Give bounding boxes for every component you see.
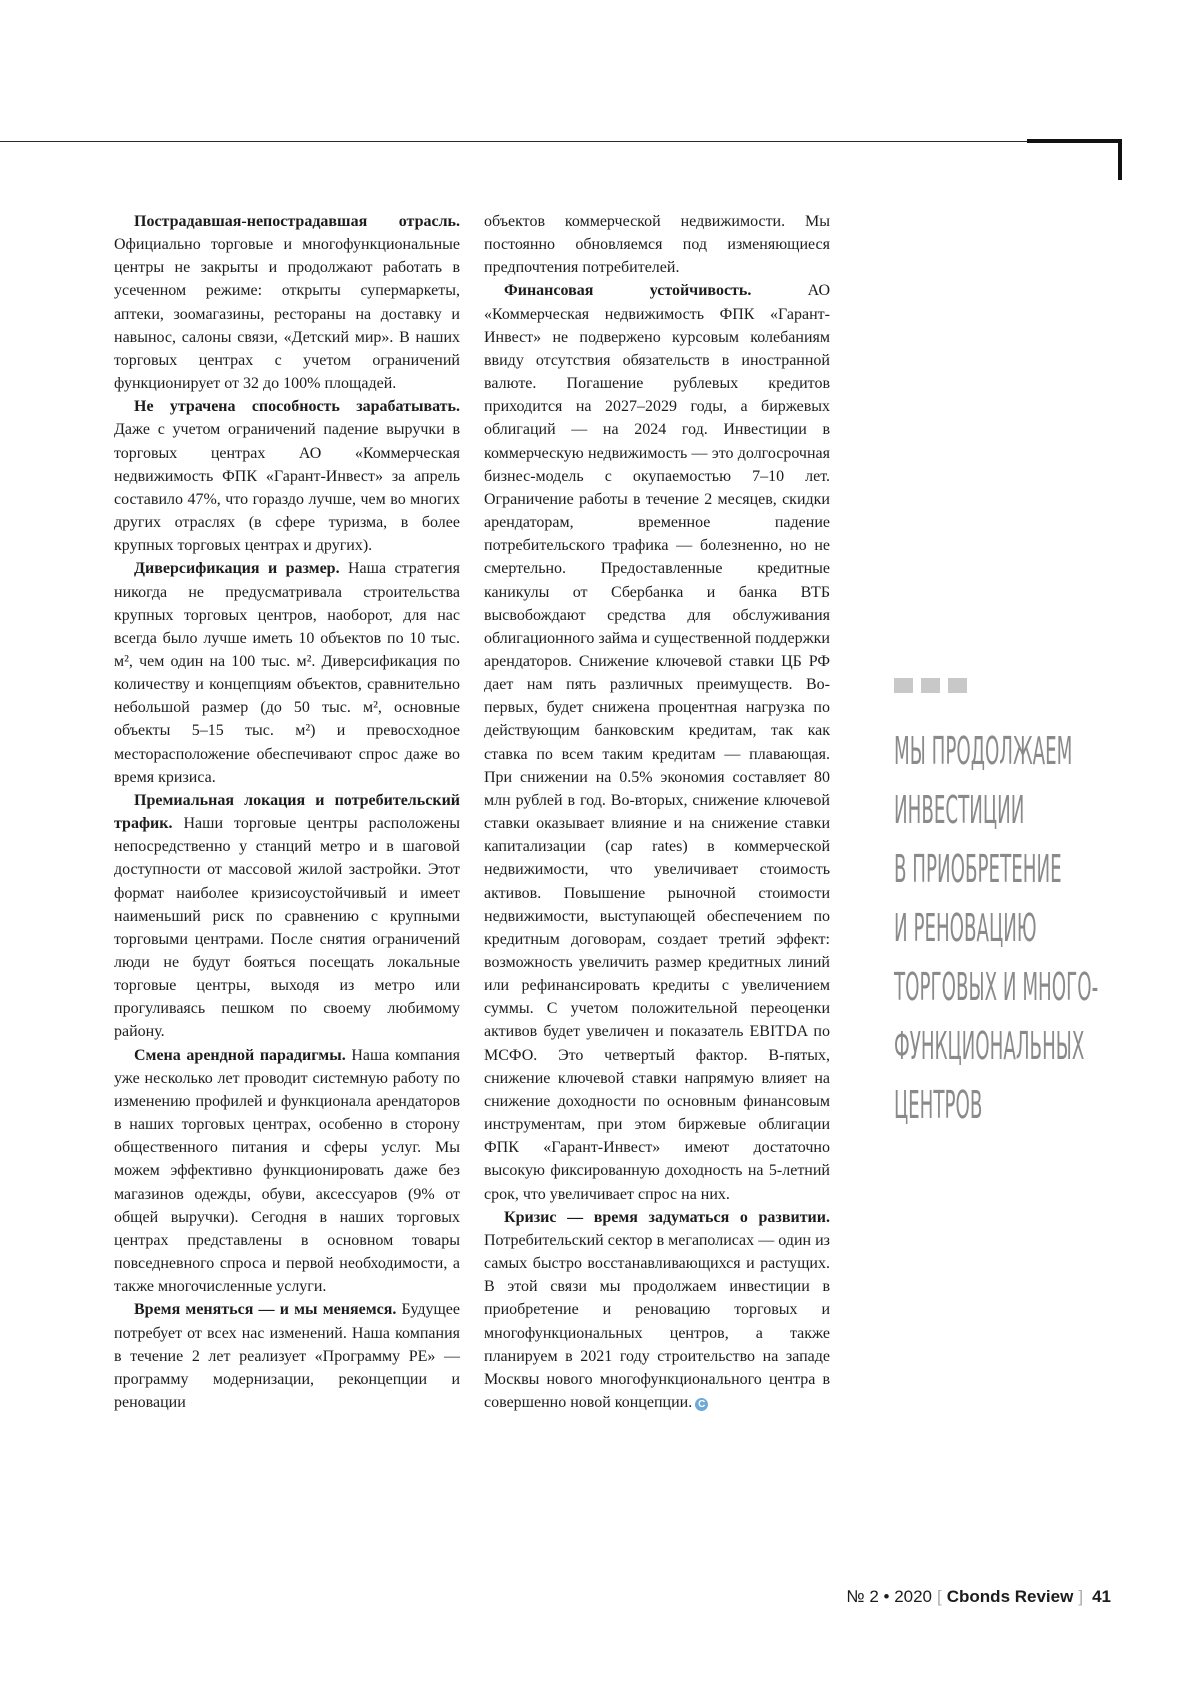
corner-mark [1027, 139, 1122, 180]
paragraph-text: Наши торговые центры расположены непосредственно у станций метро и в шаговой доступности от массовой жилой застройки. Этот формат наиболее кризисоустойчивый и имеет наименьший риск по сравнению с крупными торговыми центрами. После снятия ограничений люди не будут бояться посещать локальные торговые центры, выходя из метро или прогуливаясь пешком по своему любимому району. [114, 815, 460, 1041]
decorative-squares [894, 678, 975, 698]
left-column [114, 210, 460, 1414]
page-footer [846, 1587, 1111, 1607]
paragraph-heading: Премиальная локация и потребительский трафик. [114, 791, 460, 833]
paragraph-heading: Не утрачена способность зарабатывать. [134, 398, 460, 416]
paragraph-heading: Смена арендной парадигмы. [134, 1046, 346, 1064]
pull-quote-line: МЫ ПРОДОЛЖАЕМ [894, 729, 1073, 773]
square [921, 678, 940, 693]
paragraph-heading: Время меняться — и мы меняемся. [134, 1301, 397, 1319]
paragraph-text: АО «Коммерческая недвижимость ФПК «Гарант-Инвест» не подвержено курсовым колебаниям ввиду отсутствия обязательств в иностранной валюте. Погашение рублевых кредитов приходится на 2027–2029 годы, а биржевых облигаций — на 2024 год. Инвестиции в коммерческую недвижимость — это долгосрочная бизнес-модель с окупаемостью 7–10 лет. Ограничение работы в течение 2 месяцев, скидки арендаторам, временное падение потребительского трафика — болезненно, но не смертельно. Предоставленные кредитные каникулы от Сбербанка и банка ВТБ высвобождают средства для обслуживания облигационного займа и существенной поддержки арендаторов. Снижение ключевой ставки ЦБ РФ дает нам пять различных преимуществ. Во-первых, будет снижена процентная нагрузка по действующим банковским кредитам, так как ставка по всем таким кредитам — плавающая. При снижении на 0.5% экономия составляет 80 млн рублей в год. Во-вторых, снижение ключевой ставки оказывает влияние и на снижение ставки капитализации (cap rates) в коммерческой недвижимости, что увеличивает стоимость активов. Повышение рыночной стоимости недвижимости, выступающей обеспечением по кредитным договорам, создает третий эффект: возможность увеличить размер кредитных линий или рефинансировать кредиты с увеличением суммы. С учетом положительной переоценки активов будет увеличен и показатель EBITDA по МСФО. Это четвертый фактор. В-пятых, снижение ключевой ставки напрямую влияет на снижение доходности по основным финансовым инструментам, при этом биржевые облигации ФПК «Гарант-Инвест» имеют достаточно высокую фиксированную доходность на 5-летний срок, что увеличивает спрос на них. [484, 282, 830, 1203]
pull-quote-line: В ПРИОБРЕТЕНИЕ [894, 847, 1062, 891]
paragraph-text: Даже с учетом ограничений падение выручки в торговых центрах АО «Коммерческая недвижимость ФПК «Гарант-Инвест» за апрель составило 47%, что гораздо лучше, чем во многих других отраслях (в сфере туризма, в более крупных торговых центрах и других). [114, 421, 460, 555]
end-mark-icon: C [695, 1398, 708, 1411]
pull-quote-line: ЦЕНТРОВ [894, 1083, 983, 1127]
page-number: 41 [1092, 1587, 1111, 1606]
paragraph [114, 557, 460, 789]
middle-column [484, 210, 830, 1414]
paragraph [484, 1206, 830, 1414]
pull-quote-line: И РЕНОВАЦИЮ [894, 906, 1037, 950]
paragraph-text: Потребительский сектор в мегаполисах — один из самых быстро восстанавливающихся и растущих. В этой связи мы продолжаем инвестиции в приобретение и реновацию торговых и многофункциональных центров, а также планируем в 2021 году строительство на западе Москвы нового многофункционального центра в совершенно новой концепции. [484, 1231, 830, 1411]
paragraph [114, 210, 460, 395]
bracket-close: ] [1078, 1587, 1084, 1606]
paragraph-text: Наша компания уже несколько лет проводит системную работу по изменению профилей и функционала арендаторов в наших торговых центрах, особенно в сторону общественного питания и сферы услуг. Мы можем эффективно функционировать даже без магазинов одежды, обуви, аксессуаров (9% от общей выручки). Сегодня в наших торговых центрах представлены в основном товары повседневного спроса и первой необходимости, а также многочисленные услуги. [114, 1046, 460, 1296]
paragraph-text: объектов коммерческой недвижимости. Мы постоянно обновляемся под изменяющиеся предпочтения потребителей. [484, 213, 830, 277]
paragraph [484, 279, 830, 1205]
paragraph [114, 1298, 460, 1414]
pull-quote-line: ИНВЕСТИЦИИ [894, 788, 1025, 832]
top-rule [0, 141, 1118, 142]
paragraph-heading: Финансовая устойчивость. [504, 282, 752, 300]
paragraph-text: Наша стратегия никогда не предусматривала строительства крупных торговых центров, наоборот, для нас всегда было лучше иметь 10 объектов по 10 тыс. м², чем один на 100 тыс. м². Диверсификация по количеству и концепциям объектов, сравнительно небольшой размер (до 50 тыс. м², основные объекты 5–15 тыс. м²) и превосходное месторасположение обеспечивают спрос даже во время кризиса. [114, 560, 460, 786]
paragraph-heading: Пострадавшая-непострадавшая отрасль. [134, 213, 460, 230]
paragraph [114, 789, 460, 1044]
pull-quote-line: ТОРГОВЫХ И МНОГО- [894, 965, 1099, 1009]
square [894, 678, 913, 693]
paragraph-text: Будущее потребует от всех нас изменений. Наша компания в течение 2 лет реализует «Программу РЕ» — программу модернизации, реконцепции и реновации [114, 1301, 460, 1411]
paragraph-heading: Кризис — время задуматься о развитии. [504, 1208, 830, 1226]
paragraph-heading: Диверсификация и размер. [134, 560, 340, 578]
square [948, 678, 967, 693]
pull-quote-line: ФУНКЦИОНАЛЬНЫХ [894, 1024, 1085, 1068]
pull-quote [894, 722, 1099, 1135]
bracket-open: [ [937, 1587, 942, 1606]
paragraph [484, 210, 830, 279]
paragraph [114, 1044, 460, 1299]
paragraph-text: Официально торговые и многофункциональные центры не закрыты и продолжают работать в усеченном режиме: открыты супермаркеты, аптеки, зоомагазины, рестораны на доставку и навынос, салоны связи, «Детский мир». В наших торговых центрах с учетом ограничений функционирует от 32 до 100% площадей. [114, 236, 460, 393]
journal-name: Cbonds Review [946, 1587, 1074, 1606]
issue-label: № 2 • 2020 [846, 1587, 933, 1606]
paragraph [114, 395, 460, 557]
